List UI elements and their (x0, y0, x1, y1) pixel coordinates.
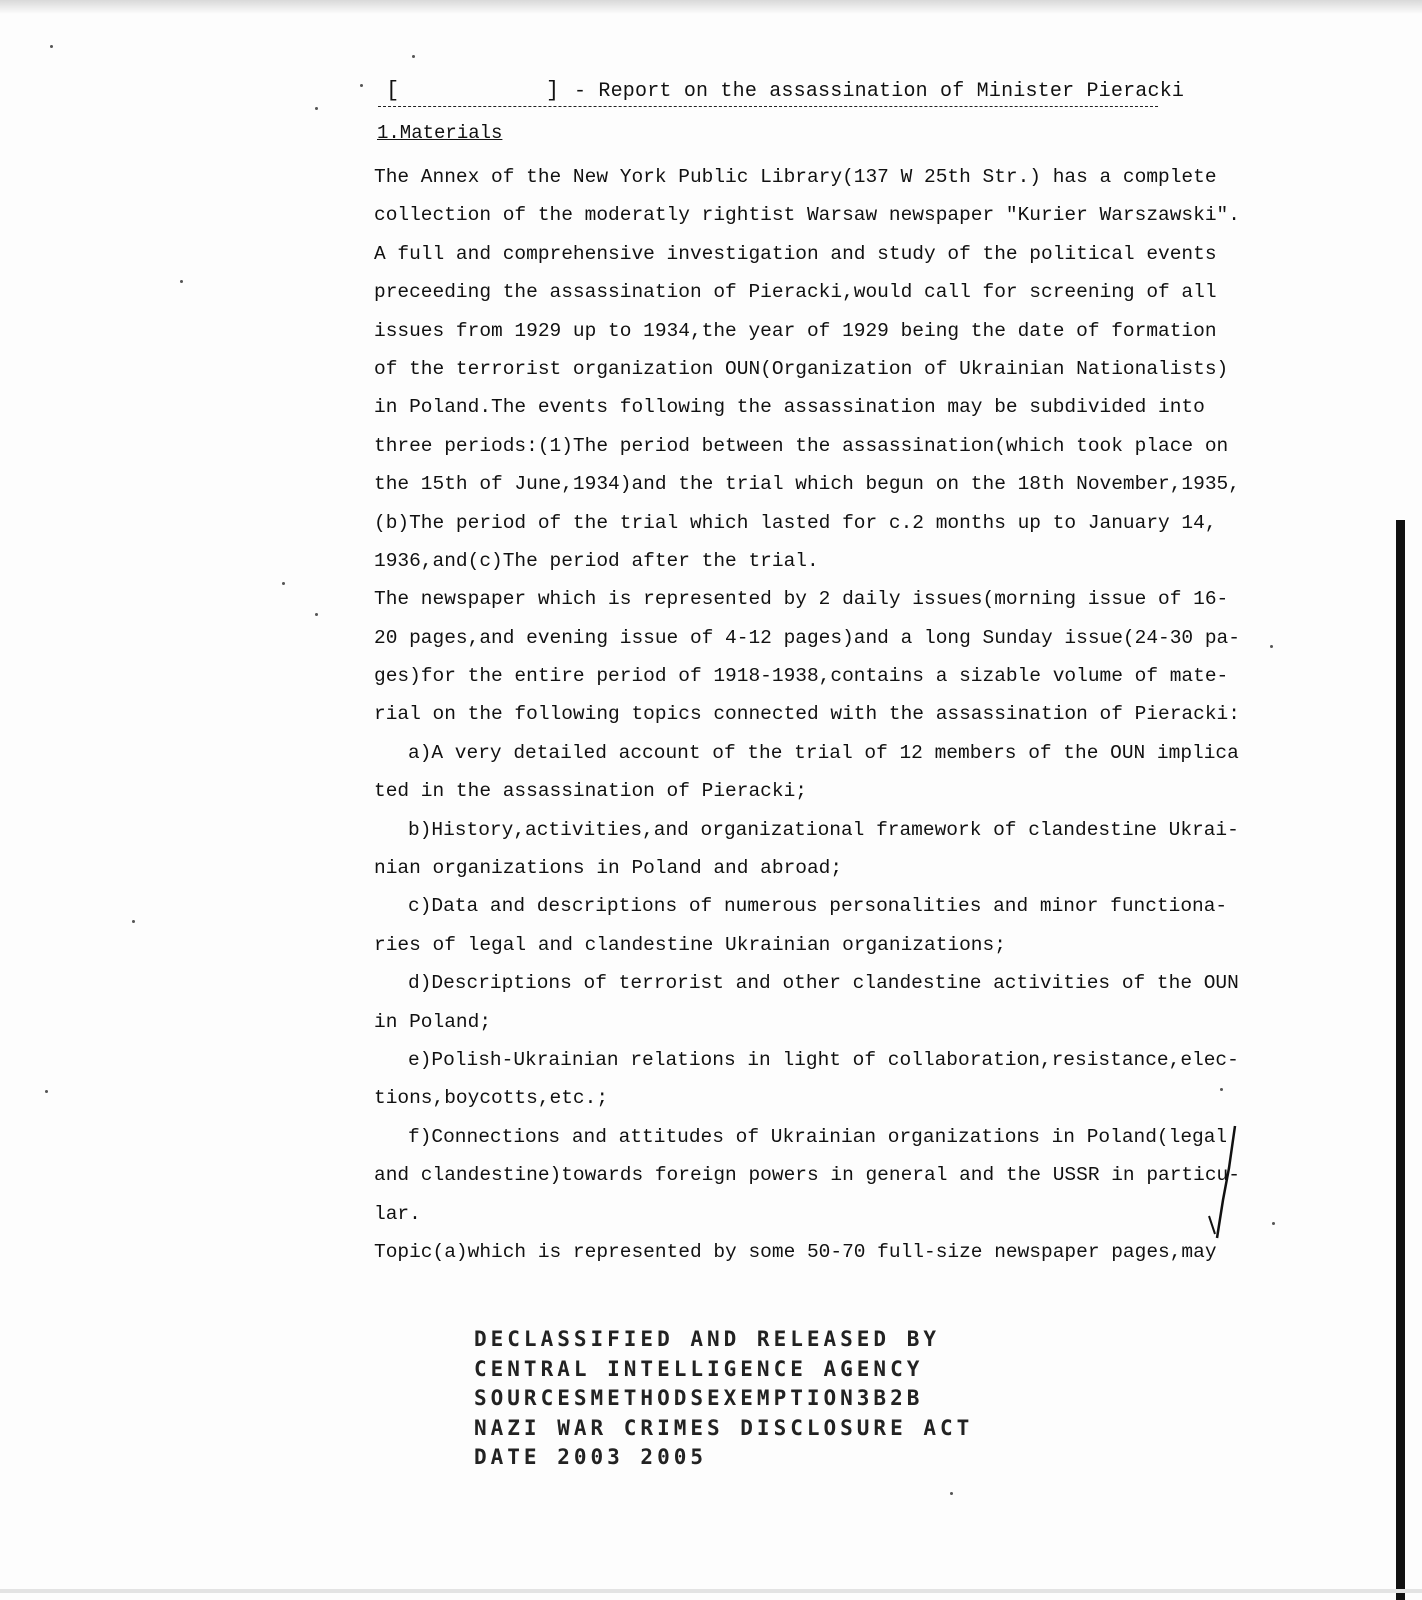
text-line: ries of legal and clandestine Ukrainian organizations; (374, 933, 1006, 956)
text-line: A full and comprehensive investigation and study of the political events (374, 242, 1217, 265)
text-line: of the terrorist organization OUN(Organization of Ukrainian Nationalists) (374, 357, 1229, 380)
scan-speck (282, 582, 285, 585)
text-line: Topic(a)which is represented by some 50-70 full-size newspaper pages,may (374, 1240, 1217, 1263)
text-line: e)Polish-Ukrainian relations in light of collaboration,resistance,elec- (408, 1048, 1239, 1071)
text-line: c)Data and descriptions of numerous personalities and minor functiona- (408, 895, 1228, 918)
scan-speck (180, 280, 183, 283)
text-line: The newspaper which is represented by 2 daily issues(morning issue of 16- (374, 588, 1229, 611)
scan-bottom-edge (0, 1589, 1422, 1593)
scan-speck (412, 55, 415, 58)
text-line: b)History,activities,and organizational framework of clandestine Ukrai- (408, 818, 1239, 841)
text-line: 1936,and(c)The period after the trial. (374, 549, 819, 572)
stamp-line: DATE 2003 2005 (474, 1445, 708, 1469)
scan-speck (315, 613, 318, 616)
text-line: issues from 1929 up to 1934,the year of 1929 being the date of formation (374, 319, 1217, 342)
scan-speck (360, 84, 363, 87)
scan-speck (950, 1492, 953, 1495)
stamp-line: NAZI WAR CRIMES DISCLOSURE ACT (474, 1415, 974, 1440)
header-bracket-right: ] (546, 78, 560, 103)
stamp-line: DECLASSIFIED AND RELEASED BY (474, 1327, 941, 1351)
text-line: preceeding the assassination of Pieracki,would call for screening of all (374, 281, 1217, 304)
scan-right-edge-bar (1396, 520, 1405, 1600)
text-line: rial on the following topics connected with the assassination of Pieracki: (374, 703, 1240, 726)
text-line: nian organizations in Poland and abroad; (374, 857, 843, 880)
header-title: - Report on the assassination of Minister Pieracki (574, 80, 1185, 103)
text-line: f)Connections and attitudes of Ukrainian organizations in Poland(legal (408, 1125, 1228, 1148)
body-text (374, 158, 1254, 1271)
scan-speck (50, 45, 53, 48)
scan-speck (45, 1090, 48, 1093)
text-line: d)Descriptions of terrorist and other clandestine activities of the OUN (408, 972, 1239, 995)
scan-top-shading (0, 0, 1422, 14)
scan-speck (1272, 1222, 1275, 1225)
header-bracket-left: [ (386, 78, 400, 103)
text-line: (b)The period of the trial which lasted for c.2 months up to January 14, (374, 511, 1217, 534)
text-line: and clandestine)towards foreign powers in general and the USSR in particu- (374, 1164, 1240, 1187)
text-line: The Annex of the New York Public Library(137 W 25th Str.) has a complete (374, 166, 1217, 188)
page-header (378, 78, 1185, 110)
text-line: ges)for the entire period of 1918-1938,contains a sizable volume of mate- (374, 665, 1229, 688)
declassification-stamp (474, 1325, 973, 1473)
stamp-line: SOURCESMETHODSEXEMPTION3B2B (474, 1386, 924, 1410)
text-line: in Poland.The events following the assassination may be subdivided into (374, 396, 1205, 419)
scan-speck (132, 920, 135, 923)
text-line: tions,boycotts,etc.; (374, 1087, 609, 1110)
text-line: collection of the moderatly rightist Warsaw newspaper "Kurier Warszawski". (374, 204, 1240, 227)
scan-speck (1270, 645, 1273, 648)
text-line: three periods:(1)The period between the assassination(which took place on (374, 434, 1229, 457)
text-line: lar. (374, 1202, 421, 1225)
stamp-line: CENTRAL INTELLIGENCE AGENCY (474, 1356, 924, 1381)
scan-speck (315, 107, 318, 110)
header-underline (378, 106, 1158, 107)
text-line: the 15th of June,1934)and the trial which begun on the 18th November,1935, (374, 473, 1240, 496)
text-line: a)A very detailed account of the trial of 12 members of the OUN implica (408, 741, 1239, 764)
text-line: in Poland; (374, 1010, 492, 1033)
handwritten-check-mark (1205, 1120, 1245, 1240)
text-line: 20 pages,and evening issue of 4-12 pages)and a long Sunday issue(24-30 pa- (374, 626, 1240, 649)
text-line: ted in the assassination of Pieracki; (374, 780, 807, 803)
section-heading: 1.Materials (377, 122, 503, 144)
